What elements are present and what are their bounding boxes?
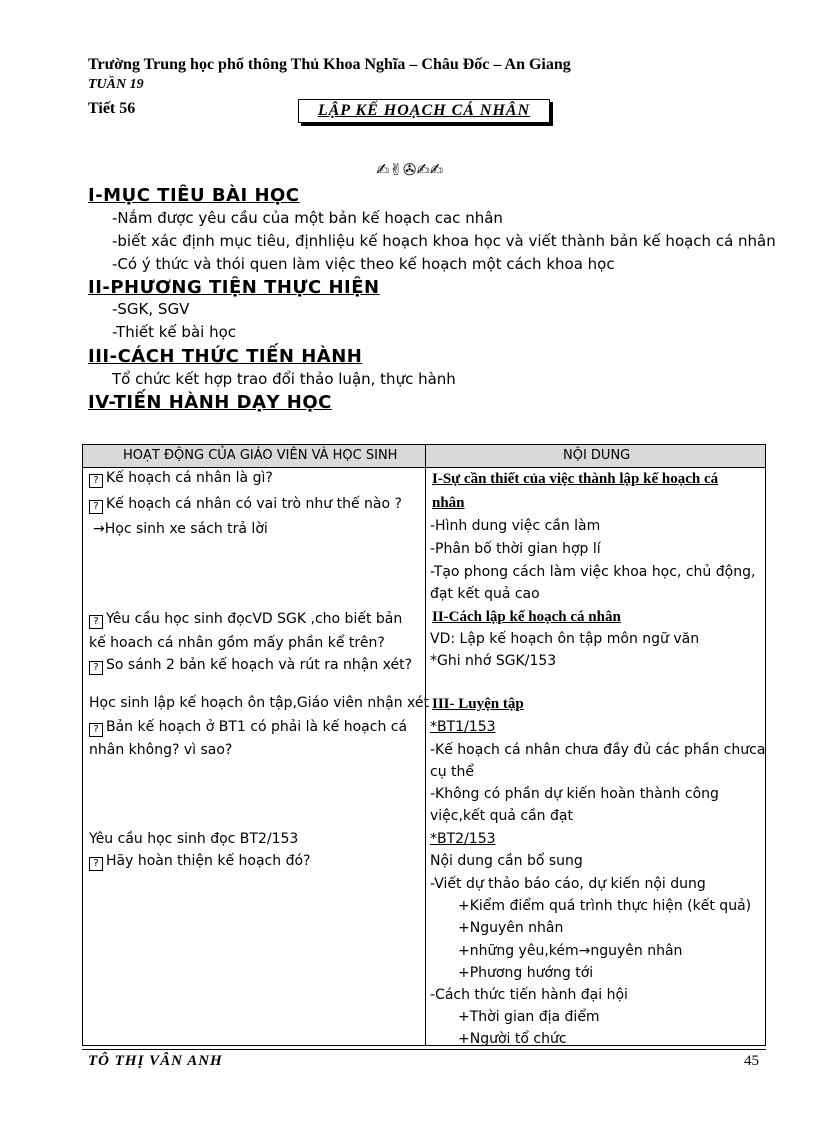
content-line: -Kế hoạch cá nhân chưa đầy đủ các phần chưca bbox=[430, 742, 766, 758]
content-line: -Viết dự thảo báo cáo, dự kiến nội dung bbox=[430, 876, 706, 892]
content-line: -Tạo phong cách làm việc khoa học, chủ động, bbox=[430, 564, 756, 580]
content-heading: I-Sự cần thiết của việc thành lập kế hoạch cá bbox=[432, 471, 719, 487]
question-icon: ? bbox=[89, 857, 103, 871]
content-heading: nhân bbox=[432, 495, 465, 511]
content-line: +những yêu,kém→nguyên nhân bbox=[458, 943, 683, 959]
means-item: -SGK, SGV bbox=[112, 300, 190, 318]
content-line: +Kiểm điểm quá trình thực hiện (kết quả) bbox=[458, 898, 752, 914]
lesson-table bbox=[82, 444, 766, 1046]
table-row: Yêu cầu học sinh đọc BT2/153 bbox=[89, 831, 299, 847]
table-row: ? Hãy hoàn thiện kế hoạch đó? bbox=[89, 853, 310, 871]
content-line: *BT1/153 bbox=[430, 719, 496, 735]
section-heading-objectives: I-MỤC TIÊU BÀI HỌC bbox=[88, 185, 300, 206]
table-row: ? So sánh 2 bản kế hoạch và rút ra nhận xét? bbox=[89, 657, 412, 675]
table-row: ? Yêu cầu học sinh đọcVD SGK ,cho biết bản bbox=[89, 611, 402, 629]
week-label: TUẦN 19 bbox=[88, 77, 144, 92]
means-item: -Thiết kế bài học bbox=[112, 323, 237, 341]
content-line: đạt kết quả cao bbox=[430, 586, 540, 602]
question-icon: ? bbox=[89, 661, 103, 675]
content-line: Nội dung cần bổ sung bbox=[430, 853, 583, 869]
table-row: →Học sinh xe sách trả lời bbox=[93, 521, 268, 537]
content-line: *Ghi nhớ SGK/153 bbox=[430, 653, 557, 669]
content-line: -Phân bố thời gian hợp lí bbox=[430, 541, 601, 557]
col-header-activities: HOẠT ĐỘNG CỦA GIÁO VIÊN VÀ HỌC SINH bbox=[123, 448, 398, 463]
page-number: 45 bbox=[744, 1053, 759, 1069]
content-line: *BT2/153 bbox=[430, 831, 496, 847]
lesson-number: Tiết 56 bbox=[88, 100, 136, 117]
section-heading-procedure: IV-TIẾN HÀNH DẠY HỌC bbox=[88, 392, 332, 413]
table-row: ? Bản kế hoạch ở BT1 có phải là kế hoạch cá bbox=[89, 719, 407, 737]
question-icon: ? bbox=[89, 500, 103, 514]
content-line: VD: Lập kế hoạch ôn tập môn ngữ văn bbox=[430, 631, 700, 647]
objective-item: -biết xác định mục tiêu, địnhliệu kế hoạch khoa học và viết thành bản kế hoạch cá nhân bbox=[112, 232, 776, 250]
content-line: -Cách thức tiến hành đại hội bbox=[430, 987, 628, 1003]
objective-item: -Nắm được yêu cầu của một bản kế hoạch cac nhân bbox=[112, 209, 503, 227]
table-row: nhân không? vì sao? bbox=[89, 742, 233, 758]
col-header-content: NỘI DUNG bbox=[563, 448, 631, 463]
school-name: Trường Trung học phổ thông Thủ Khoa Nghĩa – Châu Đốc – An Giang bbox=[88, 56, 571, 73]
content-line: +Thời gian địa điểm bbox=[458, 1009, 600, 1025]
ornament-divider: ✍✌✇✍✍ bbox=[376, 160, 444, 179]
objective-item: -Có ý thức và thói quen làm việc theo kế hoạch một cách khoa học bbox=[112, 255, 615, 273]
method-item: Tổ chức kết hợp trao đổi thảo luận, thực hành bbox=[112, 370, 456, 388]
content-line: +Phương hướng tới bbox=[458, 965, 594, 981]
question-icon: ? bbox=[89, 474, 103, 488]
content-line: +Nguyên nhân bbox=[458, 920, 564, 936]
question-icon: ? bbox=[89, 723, 103, 737]
lesson-title: LẬP KẾ HOẠCH CÁ NHÂN bbox=[298, 99, 550, 123]
section-heading-means: II-PHƯƠNG TIỆN THỰC HIỆN bbox=[88, 277, 380, 298]
table-row: kế hoach cá nhân gồm mấy phần kể trên? bbox=[89, 635, 385, 651]
table-row: Học sinh lập kế hoạch ôn tập,Giáo viên nhận xét bbox=[89, 695, 429, 711]
section-heading-method: III-CÁCH THỨC TIẾN HÀNH bbox=[88, 346, 363, 367]
author-name: TÔ THỊ VÂN ANH bbox=[88, 1053, 223, 1069]
content-line: -Không có phần dự kiến hoàn thành công bbox=[430, 786, 719, 802]
table-row: ? Kế hoạch cá nhân có vai trò như thế nào ? bbox=[89, 496, 402, 514]
content-heading: II-Cách lập kế hoạch cá nhân bbox=[432, 609, 621, 625]
content-heading: III- Luyện tập bbox=[432, 696, 524, 712]
table-row: ? Kế hoạch cá nhân là gì? bbox=[89, 470, 273, 488]
content-line: cụ thể bbox=[430, 764, 474, 780]
content-line: việc,kết quả cần đạt bbox=[430, 808, 573, 824]
content-line: +Người tổ chức bbox=[458, 1031, 567, 1047]
content-line: -Hình dung việc cần làm bbox=[430, 518, 601, 534]
question-icon: ? bbox=[89, 615, 103, 629]
